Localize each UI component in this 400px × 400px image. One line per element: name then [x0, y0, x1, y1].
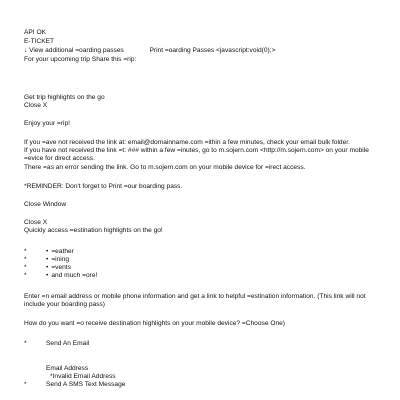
link-info-error: There =as an error sending the link. Go to m.sojern.com on your mobile device for =irect access.	[24, 164, 306, 171]
boarding-pass-actions	[24, 47, 275, 55]
api-status: API OK	[24, 29, 46, 36]
bullet-dot-icon: •	[46, 272, 49, 279]
list-item-label: =ining	[51, 256, 70, 263]
option-bullet-star: *	[24, 381, 27, 388]
send-sms-option[interactable]: Send A SMS Text Message	[46, 381, 126, 388]
list-bullet-star: *	[24, 256, 27, 263]
upcoming-trip-share[interactable]: For your upcoming trip Share this =rip:	[24, 56, 137, 63]
link-info-email: If you =ave not received the link at: email@domainname.com =ithin a few minutes, check your email bulk folder.	[24, 139, 350, 146]
list-item	[46, 272, 97, 280]
send-email-option[interactable]: Send An Email	[46, 340, 90, 347]
close-window-link[interactable]: Close Window	[24, 201, 67, 208]
bullet-dot-icon: •	[46, 248, 49, 255]
down-arrow-icon: ↓	[24, 47, 28, 54]
list-item-label: =vents	[51, 264, 71, 271]
eticket-label: E-TICKET	[24, 38, 55, 45]
delivery-question: How do you want =o receive destination highlights on your mobile device? =Choose One)	[24, 320, 285, 327]
quick-access-title: Quickly access =estination highlights on the go!	[24, 227, 163, 234]
trip-highlights-title: Get trip highlights on the go	[24, 94, 105, 101]
bullet-dot-icon: •	[46, 256, 49, 263]
enjoy-trip-text: Enjoy your =rip!	[24, 120, 70, 127]
list-bullet-star: *	[24, 264, 27, 271]
option-bullet-star: *	[24, 340, 27, 347]
quick-access-close-button[interactable]: Close X	[24, 219, 48, 226]
link-info-phone: If you have not received the link =t: ### within a few =inutes, go to m.sojern.com <http://m.sojern.com> on your mobile =evice for direct access.	[24, 147, 369, 163]
view-additional-boarding-passes-link[interactable]: View additional =oarding passes	[29, 47, 124, 54]
print-boarding-passes-link[interactable]: Print =oarding Passes <javascript:void(0);>	[149, 47, 276, 54]
bullet-dot-icon: •	[46, 264, 49, 271]
enter-info-text: Enter =n email address or mobile phone information and get a link to helpful =estination information. (This link will not include your boarding pass)	[24, 293, 366, 309]
reminder-text: *REMINDER: Don't forget to Print =our boarding pass.	[24, 183, 183, 190]
list-item-label: =eather	[51, 248, 74, 255]
email-address-label: Email Address	[46, 365, 89, 372]
list-bullet-star: *	[24, 248, 27, 255]
trip-highlights-close-button[interactable]: Close X	[24, 102, 48, 109]
list-item-label: and much =ore!	[51, 272, 98, 279]
invalid-email-error: *Invalid Email Address	[50, 373, 116, 380]
list-bullet-star: *	[24, 272, 27, 279]
